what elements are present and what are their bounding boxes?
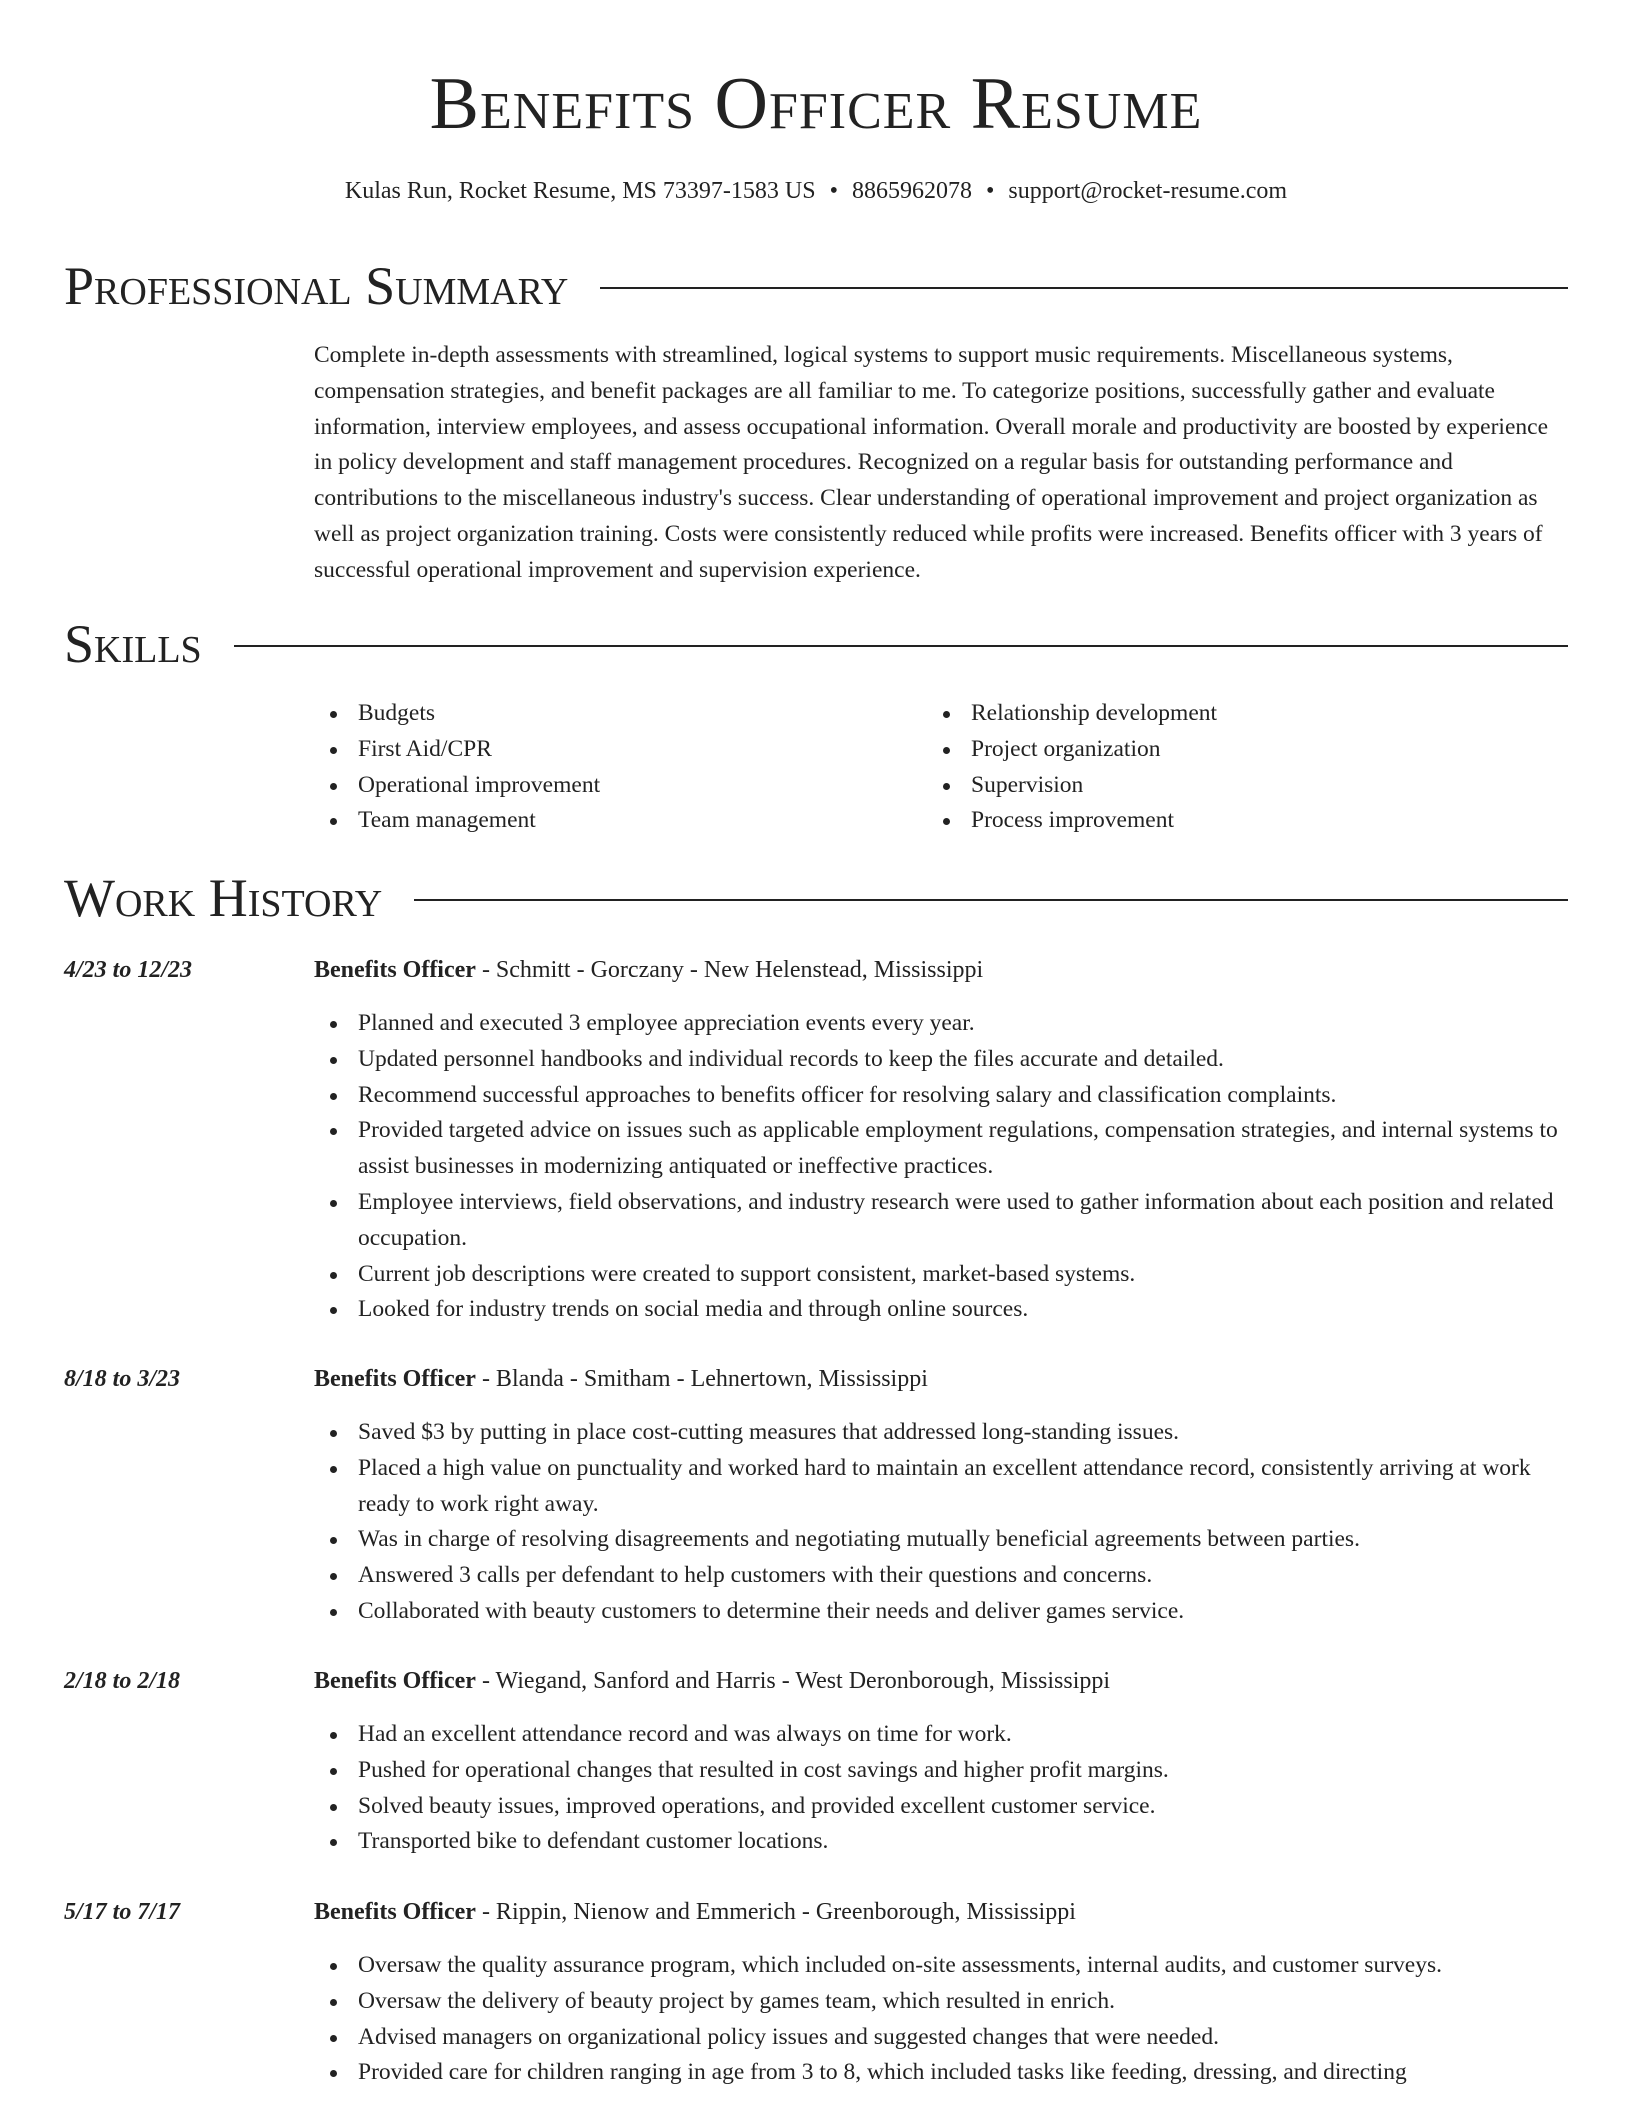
job-title-line: [314, 1361, 1568, 1397]
skill-item: Supervision: [927, 768, 1487, 804]
work-history-section-header: [64, 866, 1568, 930]
summary-heading: Professional Summary: [64, 256, 569, 316]
job-bullet: Updated personnel handbooks and individual records to keep the files accurate and detailed.: [314, 1042, 1568, 1078]
skill-item: Budgets: [314, 696, 874, 732]
job-dates: 2/18 to 2/18: [64, 1668, 181, 1694]
job-bullet: Looked for industry trends on social media and through online sources.: [314, 1292, 1568, 1328]
job-bullet: Pushed for operational changes that resulted in cost savings and higher profit margins.: [314, 1753, 1568, 1789]
contact-separator: •: [829, 178, 838, 204]
job-bullets: [314, 1415, 1568, 1630]
job-bullet: Current job descriptions were created to support consistent, market-based systems.: [314, 1257, 1568, 1293]
document-title: Benefits Officer Resume: [429, 63, 1203, 145]
skill-item: Relationship development: [927, 696, 1487, 732]
job-bullet: Oversaw the delivery of beauty project by games team, which resulted in enrich.: [314, 1984, 1568, 2020]
skills-list-right: [927, 696, 1487, 839]
job-employer: - Wiegand, Sanford and Harris - West Deronborough, Mississippi: [475, 1668, 1111, 1694]
work-history-heading: Work History: [64, 868, 383, 928]
job-title-line: [314, 1663, 1568, 1699]
job-bullet: Saved $3 by putting in place cost-cutting measures that addressed long-standing issues.: [314, 1415, 1568, 1451]
skills-section-header: [64, 612, 1568, 676]
job-bullet: Provided care for children ranging in age from 3 to 8, which included tasks like feeding, dressing, and directing: [314, 2055, 1568, 2091]
address-text: Kulas Run, Rocket Resume, MS 73397-1583 US: [344, 178, 816, 204]
job-role: Benefits Officer: [314, 1899, 476, 1925]
job-bullets: [314, 1717, 1568, 1860]
job-role: Benefits Officer: [314, 957, 476, 983]
skill-item: Project organization: [927, 732, 1487, 768]
job-bullet: Recommend successful approaches to benefits officer for resolving salary and classification complaints.: [314, 1078, 1568, 1114]
section-divider: [234, 645, 1568, 647]
job-bullets: [314, 1006, 1568, 1328]
job-bullet: Placed a high value on punctuality and worked hard to maintain an excellent attendance record, consistently arriving at work ready to work right away.: [314, 1451, 1568, 1523]
skills-list-left: [314, 696, 874, 839]
job-bullet: Planned and executed 3 employee appreciation events every year.: [314, 1006, 1568, 1042]
job-bullet: Collaborated with beauty customers to determine their needs and deliver games service.: [314, 1594, 1568, 1630]
job-bullet: Employee interviews, field observations, and industry research were used to gather information about each position and related occupation.: [314, 1185, 1568, 1257]
email-link[interactable]: support@rocket-resume.com: [1008, 178, 1288, 204]
job-bullet: Transported bike to defendant customer locations.: [314, 1824, 1568, 1860]
job-dates: 4/23 to 12/23: [64, 957, 193, 983]
job-bullet: Answered 3 calls per defendant to help customers with their questions and concerns.: [314, 1558, 1568, 1594]
job-bullets: [314, 1948, 1568, 2091]
job-bullet: Solved beauty issues, improved operations, and provided excellent customer service.: [314, 1789, 1568, 1825]
job-title-line: [314, 952, 1568, 988]
job-role: Benefits Officer: [314, 1366, 476, 1392]
job-employer: - Schmitt - Gorczany - New Helenstead, Mississippi: [475, 957, 984, 983]
skills-heading: Skills: [64, 614, 202, 674]
skill-item: Operational improvement: [314, 768, 874, 804]
job-role: Benefits Officer: [314, 1668, 476, 1694]
section-divider: [600, 287, 1568, 289]
skill-item: Team management: [314, 803, 874, 839]
job-employer: - Rippin, Nienow and Emmerich - Greenborough, Mississippi: [475, 1899, 1076, 1925]
section-divider: [414, 899, 1568, 901]
skill-item: Process improvement: [927, 803, 1487, 839]
job-bullet: Oversaw the quality assurance program, which included on-site assessments, internal audits, and customer surveys.: [314, 1948, 1568, 1984]
skill-item: First Aid/CPR: [314, 732, 874, 768]
contact-separator: •: [985, 178, 995, 204]
job-dates: 8/18 to 3/23: [64, 1366, 181, 1392]
job-bullet: Was in charge of resolving disagreements and negotiating mutually beneficial agreements between parties.: [314, 1522, 1568, 1558]
summary-text: Complete in-depth assessments with streamlined, logical systems to support music requirements. Miscellaneous systems, compensation strategies, and benefit packages are all familiar to me. To categorize positions, successfully gather and evaluate information, interview employees, and assess occupational information. Overall morale and productivity are boosted by experience in policy development and staff management procedures. Recognized on a regular basis for outstanding performance and contributions to the miscellaneous industry's success. Clear understanding of operational improvement and project organization as well as project organization training. Costs were consistently reduced while profits were increased. Benefits officer with 3 years of successful operational improvement and supervision experience.: [314, 342, 1549, 583]
summary-section-header: [64, 254, 1568, 318]
job-dates: 5/17 to 7/17: [64, 1899, 181, 1925]
job-bullet: Advised managers on organizational policy issues and suggested changes that were needed.: [314, 2020, 1568, 2056]
job-bullet: Provided targeted advice on issues such as applicable employment regulations, compensation strategies, and internal systems to assist businesses in modernizing antiquated or ineffective practices.: [314, 1113, 1568, 1185]
job-title-line: [314, 1894, 1568, 1930]
contact-line: [0, 176, 1632, 206]
job-bullet: Had an excellent attendance record and was always on time for work.: [314, 1717, 1568, 1753]
job-employer: - Blanda - Smitham - Lehnertown, Mississippi: [475, 1366, 928, 1392]
phone-text: 8865962078: [851, 178, 972, 204]
